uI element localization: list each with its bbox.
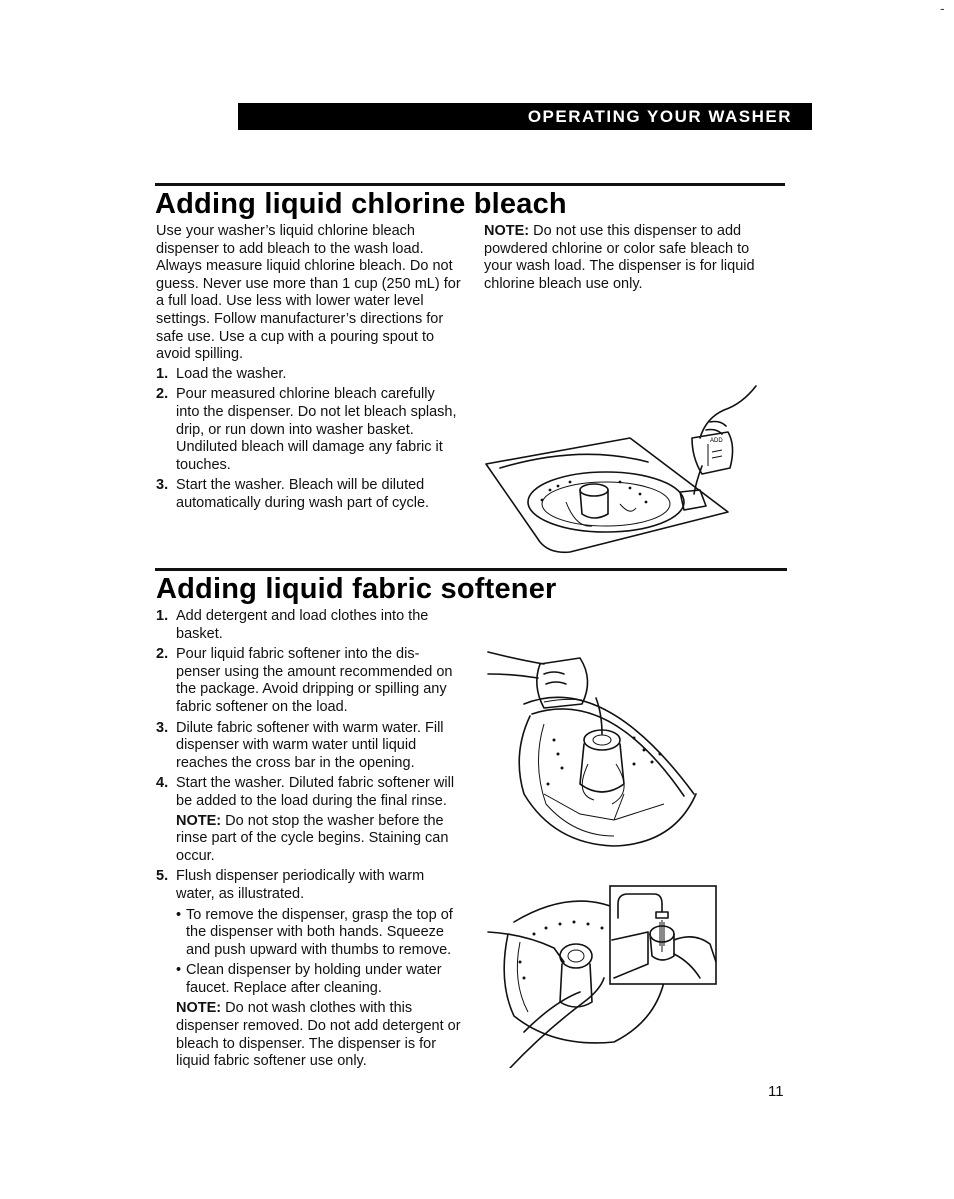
step-body	[176, 868, 461, 1071]
step-text: Pour measured chlorine bleach carefully into the dispenser. Do not let bleach splash, drip, or run down into washer basket. Undiluted bleach will damage any fabric it touches.	[176, 386, 457, 473]
bleach-intro: Use your washer’s liquid chlorine bleach dispenser to add bleach to the wash load. Always measure liquid chlorine bleach. Do not guess. Never use more than 1 cup (250 mL) for a full load. Use less with lower water level settings. Follow manufacturer’s directions for safe use. Use a cup with a pouring spout to avoid spilling.	[156, 223, 461, 363]
list-item	[156, 366, 461, 384]
note-label: NOTE:	[176, 1000, 222, 1017]
list-item	[156, 608, 461, 643]
step-note	[176, 813, 461, 866]
softener-left-column	[156, 608, 461, 1071]
list-item	[156, 775, 461, 865]
bullet-text: To remove the dispenser, grasp the top of the dispenser with both hands. Squeeze and push upward with thumbs to remove.	[186, 906, 453, 958]
list-item	[156, 720, 461, 773]
note-text: Do not use this dispenser to add powdered chlorine or color safe bleach to your wash load. The dispenser is for liquid chlorine bleach use only.	[484, 223, 755, 292]
step-number: 2.	[156, 646, 169, 663]
step-note	[176, 1000, 461, 1070]
bullet-dot: •	[176, 906, 182, 923]
bullet-text: Clean dispenser by holding under water faucet. Replace after cleaning.	[186, 962, 442, 996]
bullet-dot: •	[176, 962, 182, 979]
bleach-note	[484, 223, 774, 293]
step-text: Load the washer.	[176, 365, 287, 382]
step-text: Dilute fabric softener with warm water. Fill dispenser with warm water until liquid reaches the cross bar in the opening.	[176, 719, 444, 771]
dispenser-cleaning-illustration	[484, 882, 720, 1068]
step-number: 5.	[156, 868, 169, 885]
list-item	[176, 907, 461, 960]
bleach-section-title: Adding liquid chlorine bleach	[155, 188, 567, 220]
note-text: Do not stop the washer before the rinse part of the cycle begins. Staining can occur.	[176, 812, 449, 864]
note-text: Do not wash clothes with this dispenser removed. Do not add detergent or bleach to dispenser. The dispenser is for liquid fabric softener use only.	[176, 1000, 461, 1070]
step-number: 1.	[156, 365, 169, 382]
step-number: 4.	[156, 775, 169, 792]
page-number: 11	[768, 1083, 784, 1100]
softener-steps	[156, 608, 461, 1071]
softener-section-title: Adding liquid fabric softener	[156, 573, 557, 605]
cup-label: ADD	[710, 438, 723, 444]
step-text: Start the washer. Diluted fabric softener will be added to the load during the final rinse.	[176, 775, 455, 809]
section-rule-softener	[155, 568, 787, 571]
list-item	[156, 646, 461, 716]
note-label: NOTE:	[176, 812, 222, 829]
section-rule-bleach	[155, 183, 785, 186]
list-item	[156, 386, 461, 474]
softener-pouring-illustration	[484, 644, 704, 854]
bleach-pouring-illustration	[480, 382, 770, 560]
section-banner: OPERATING YOUR WASHER	[238, 103, 812, 130]
corner-mark: -	[940, 0, 945, 16]
list-item	[156, 868, 461, 1071]
step-number: 3.	[156, 719, 169, 736]
step-text: Start the washer. Bleach will be diluted automatically during wash part of cycle.	[176, 477, 430, 511]
step-number: 2.	[156, 386, 169, 403]
step-text: Add detergent and load clothes into the basket.	[176, 608, 429, 642]
step-number: 1.	[156, 608, 169, 624]
step-body	[176, 775, 461, 865]
list-item	[176, 962, 461, 997]
step-text: Flush dispenser periodically with warm water, as illustrated.	[176, 868, 425, 902]
bleach-steps	[156, 366, 461, 513]
bullet-list	[176, 907, 461, 998]
list-item	[156, 477, 461, 512]
step-text: Pour liquid fabric softener into the dis-penser using the amount recommended on the package. Avoid dripping or spilling any fabric softener on the load.	[176, 646, 453, 715]
bleach-left-column	[156, 223, 461, 513]
note-label: NOTE:	[484, 223, 530, 239]
step-number: 3.	[156, 477, 169, 494]
